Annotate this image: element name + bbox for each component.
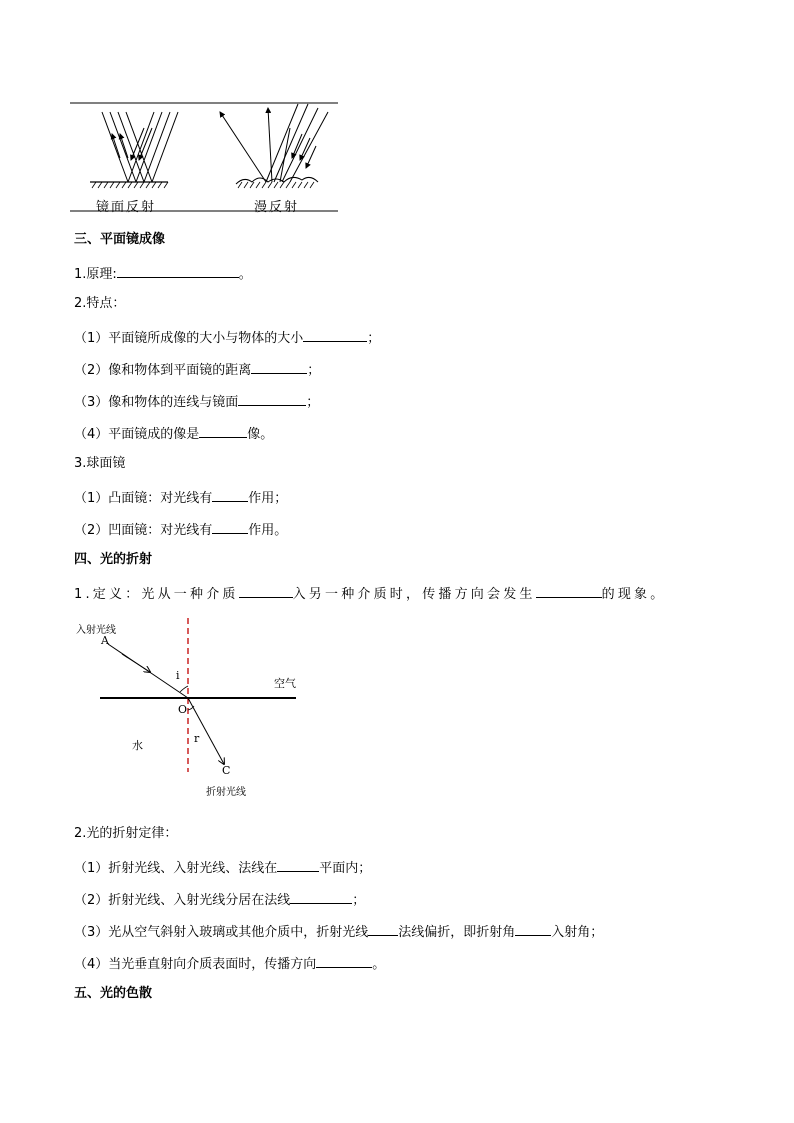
feature-4 bbox=[74, 423, 273, 444]
section-5-heading: 五、光的色散 bbox=[74, 986, 153, 1001]
air-label: 空气 bbox=[274, 677, 296, 690]
section-3-heading: 三、平面镜成像 bbox=[74, 232, 166, 247]
feature-1-blank[interactable] bbox=[303, 327, 367, 342]
law-2-text: （2）折射光线、入射光线分居在法线 bbox=[74, 893, 291, 908]
definition-part-1: 1.定义：光从一种介质 bbox=[74, 587, 239, 602]
specular-incident-rays bbox=[128, 112, 178, 182]
diffuse-rays bbox=[220, 104, 328, 182]
water-label: 水 bbox=[132, 739, 143, 752]
feature-2-blank[interactable] bbox=[251, 359, 307, 374]
law-3-text-2: 法线偏折，即折射角 bbox=[398, 925, 516, 940]
section-4-heading: 四、光的折射 bbox=[74, 552, 153, 567]
refracted-ray-label: 折射光线 bbox=[206, 787, 246, 798]
law-1 bbox=[74, 857, 371, 878]
feature-2-text: （2）像和物体到平面镜的距离 bbox=[74, 363, 252, 378]
law-2-end: ； bbox=[352, 893, 366, 908]
feature-1 bbox=[74, 327, 380, 348]
feature-1-end: ； bbox=[367, 331, 381, 346]
law-3 bbox=[74, 921, 603, 942]
law-4-blank[interactable] bbox=[316, 953, 372, 968]
principle-end: 。 bbox=[238, 267, 252, 282]
law-3-text-1: （3）光从空气斜射入玻璃或其他介质中，折射光线 bbox=[74, 925, 369, 940]
feature-1-text: （1）平面镜所成像的大小与物体的大小 bbox=[74, 331, 304, 346]
law-4 bbox=[74, 953, 385, 974]
principle-blank[interactable] bbox=[117, 263, 239, 278]
law-2 bbox=[74, 889, 365, 910]
spherical-mirror-label: 3.球面镜 bbox=[74, 456, 126, 471]
law-4-end: 。 bbox=[372, 957, 386, 972]
label-diffuse: 漫反射 bbox=[254, 200, 300, 215]
feature-2 bbox=[74, 359, 320, 380]
law-4-text: （4）当光垂直射向介质表面时，传播方向 bbox=[74, 957, 317, 972]
refracted-ray bbox=[188, 698, 224, 764]
point-a-label: A bbox=[101, 634, 109, 647]
diffuse-surface bbox=[236, 177, 318, 188]
feature-3-text: （3）像和物体的连线与镜面 bbox=[74, 395, 239, 410]
convex-mirror-blank[interactable] bbox=[212, 487, 248, 502]
law-2-blank[interactable] bbox=[290, 889, 352, 904]
label-specular: 镜面反射 bbox=[96, 200, 157, 215]
definition-part-2: 入另一种介质时，传播方向会发生 bbox=[292, 587, 536, 602]
concave-mirror-text: （2）凹面镜：对光线有 bbox=[74, 523, 213, 538]
convex-mirror bbox=[74, 487, 287, 508]
definition-blank-1[interactable] bbox=[239, 583, 293, 598]
law-1-end: 平面内； bbox=[319, 861, 372, 876]
point-c-label: C bbox=[222, 764, 231, 777]
law-1-text: （1）折射光线、入射光线、法线在 bbox=[74, 861, 278, 876]
feature-2-end: ； bbox=[307, 363, 321, 378]
convex-mirror-text: （1）凸面镜：对光线有 bbox=[74, 491, 213, 506]
law-1-blank[interactable] bbox=[277, 857, 319, 872]
feature-3 bbox=[74, 391, 319, 412]
incident-ray-label: 入射光线 bbox=[76, 625, 116, 636]
angle-i-label: i bbox=[176, 669, 180, 682]
principle-label: 1.原理: bbox=[74, 267, 117, 282]
law-3-blank-1[interactable] bbox=[368, 921, 398, 936]
features-label: 2.特点： bbox=[74, 296, 126, 311]
law-3-text-3: 入射角； bbox=[551, 925, 604, 940]
law-3-blank-2[interactable] bbox=[515, 921, 551, 936]
feature-4-text: （4）平面镜成的像是 bbox=[74, 427, 200, 442]
principle-line bbox=[74, 263, 252, 284]
specular-mirror bbox=[90, 182, 168, 188]
concave-mirror-blank[interactable] bbox=[212, 519, 248, 534]
refraction-law-label: 2.光的折射定律： bbox=[74, 826, 178, 841]
angle-r-label: r bbox=[194, 732, 200, 745]
definition-blank-2[interactable] bbox=[536, 583, 602, 598]
feature-4-blank[interactable] bbox=[199, 423, 247, 438]
point-o-label: O bbox=[178, 703, 188, 716]
refraction-definition bbox=[74, 583, 666, 604]
concave-mirror bbox=[74, 519, 287, 540]
concave-mirror-end: 作用。 bbox=[248, 523, 288, 538]
definition-part-3: 的现象。 bbox=[601, 587, 667, 602]
feature-4-end: 像。 bbox=[247, 427, 274, 442]
feature-3-blank[interactable] bbox=[238, 391, 306, 406]
feature-3-end: ； bbox=[306, 395, 320, 410]
convex-mirror-end: 作用； bbox=[248, 491, 288, 506]
